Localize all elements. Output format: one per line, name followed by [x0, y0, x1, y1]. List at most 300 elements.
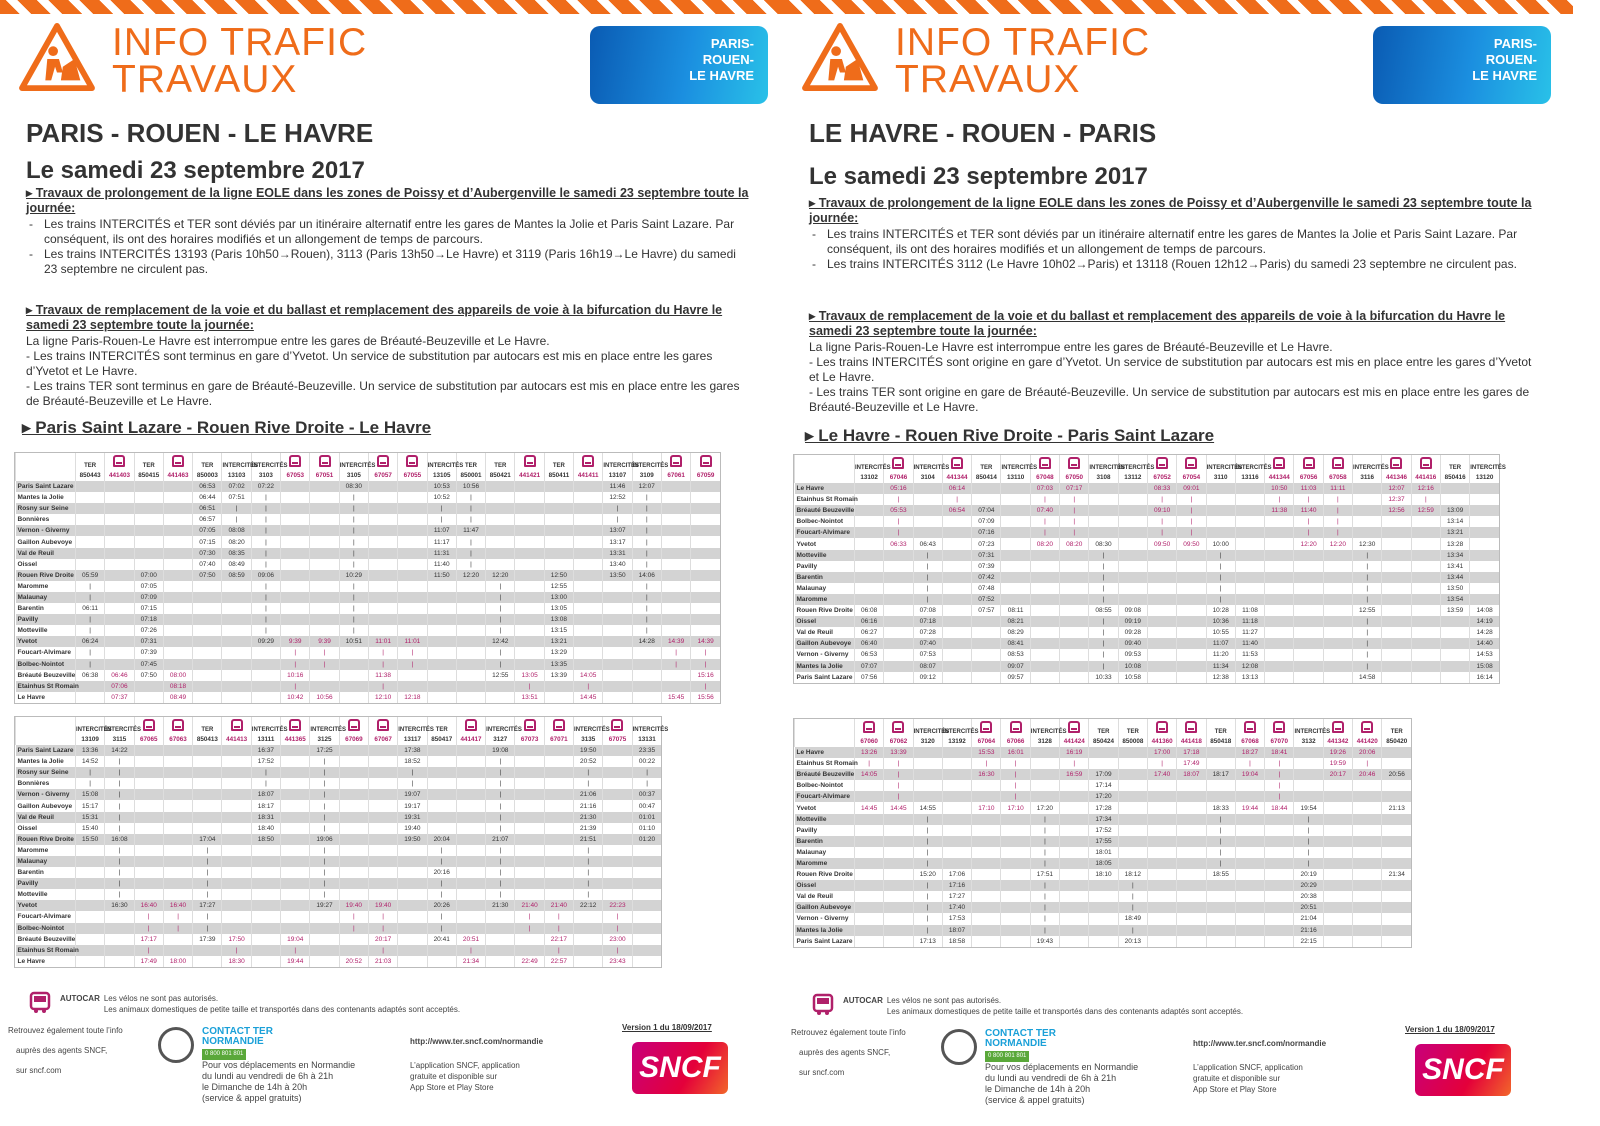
time-cell: 07:40	[193, 559, 222, 570]
time-cell: 16:01	[1001, 747, 1030, 758]
time-cell	[486, 536, 515, 547]
time-cell	[486, 548, 515, 559]
app-note	[1193, 1062, 1303, 1095]
time-cell	[222, 681, 251, 692]
time-cell	[105, 636, 134, 647]
time-cell: |	[1294, 516, 1323, 527]
time-cell: 07:31	[972, 550, 1001, 561]
time-cell	[251, 856, 280, 867]
time-cell	[1294, 594, 1323, 605]
time-cell: 15:53	[972, 747, 1001, 758]
time-cell	[1382, 847, 1411, 858]
time-cell	[972, 869, 1001, 880]
time-cell: |	[1089, 572, 1118, 583]
time-cell: 07:40	[1030, 505, 1059, 516]
station-name: Le Havre	[795, 747, 855, 758]
time-cell	[76, 911, 105, 922]
time-cell	[884, 936, 913, 947]
time-cell	[486, 692, 515, 703]
time-cell: 00:22	[632, 756, 661, 767]
time-cell	[1030, 769, 1059, 780]
time-cell	[134, 800, 163, 811]
notice-havre	[26, 303, 752, 409]
station-name: Bréauté Beuzeville	[17, 671, 76, 679]
time-cell	[1382, 605, 1411, 616]
time-cell	[251, 670, 280, 681]
time-cell: |	[281, 681, 310, 692]
train-number: 3104	[913, 472, 942, 483]
station-name: Gaillon Aubevoye	[17, 802, 73, 810]
time-cell	[691, 570, 720, 581]
time-cell: |	[310, 823, 339, 834]
notice-title: ▸ Travaux de prolongement de la ligne EOLE dans les zones de Poissy et d’Aubergenville le samedi 23 septembre toute la journée:	[26, 186, 749, 215]
time-cell	[398, 548, 427, 559]
app-line: L’application SNCF, application	[1193, 1063, 1303, 1072]
bus-icon	[700, 455, 712, 467]
time-cell	[884, 880, 913, 891]
sncf-logo: SNCF	[1415, 1044, 1511, 1096]
time-cell: 07:56	[855, 672, 884, 683]
time-cell	[1382, 758, 1411, 769]
time-cell	[544, 834, 573, 845]
time-cell: 07:16	[972, 527, 1001, 538]
time-cell	[884, 672, 913, 683]
time-cell: 21:16	[1294, 925, 1323, 936]
time-cell	[1118, 780, 1147, 791]
time-cell	[884, 661, 913, 672]
time-cell: 08:59	[222, 570, 251, 581]
time-cell	[105, 934, 134, 945]
app-line: gratuite et disponible sur	[410, 1072, 498, 1081]
time-cell: 21:34	[1382, 869, 1411, 880]
time-cell	[1294, 605, 1323, 616]
time-cell	[1060, 638, 1089, 649]
time-cell: |	[574, 778, 603, 789]
time-cell	[1353, 913, 1382, 924]
notice-line: - Les trains TER sont origine en gare de Bréauté-Beuzeville. Un service de substitution par autocars est mis en place entre les gares de Bréauté-Beuzeville et Le Havre.	[809, 385, 1530, 414]
time-cell: |	[1206, 561, 1235, 572]
time-cell: 13:35	[544, 659, 573, 670]
time-cell	[310, 681, 339, 692]
time-cell: 18:33	[1206, 802, 1235, 813]
time-cell	[1382, 583, 1411, 594]
time-cell	[1235, 847, 1264, 858]
time-cell	[1206, 747, 1235, 758]
time-cell: |	[1030, 925, 1059, 936]
header-blank	[16, 734, 76, 745]
time-cell	[310, 503, 339, 514]
time-cell	[632, 867, 661, 878]
time-cell: 08:35	[222, 548, 251, 559]
time-cell	[281, 503, 310, 514]
station-name: Oissel	[17, 560, 38, 568]
train-type	[884, 719, 913, 736]
time-cell	[661, 581, 690, 592]
time-cell	[691, 581, 720, 592]
time-cell: |	[884, 791, 913, 802]
time-cell: |	[486, 778, 515, 789]
table-row	[16, 581, 721, 592]
train-type: TER	[427, 717, 456, 734]
time-cell	[281, 525, 310, 536]
time-cell	[515, 503, 544, 514]
time-cell: |	[913, 594, 942, 605]
table-row	[795, 516, 1500, 527]
time-cell	[942, 836, 971, 847]
time-cell	[456, 856, 485, 867]
time-cell	[913, 505, 942, 516]
time-cell	[1470, 527, 1499, 538]
time-cell	[884, 925, 913, 936]
time-cell: |	[1206, 814, 1235, 825]
station-name: Pavilly	[796, 562, 818, 570]
time-cell	[855, 836, 884, 847]
time-cell: 07:09	[134, 592, 163, 603]
time-cell: 16:59	[1060, 769, 1089, 780]
time-cell: 13:39	[544, 670, 573, 681]
time-cell	[281, 581, 310, 592]
time-cell: 21:39	[574, 823, 603, 834]
time-cell: 07:31	[134, 636, 163, 647]
time-cell: |	[310, 845, 339, 856]
time-cell: 10:42	[281, 692, 310, 703]
station-name: Rouen Rive Droite	[16, 834, 76, 845]
time-cell	[222, 692, 251, 703]
train-number: 13117	[398, 734, 427, 745]
time-cell: |	[1294, 494, 1323, 505]
time-cell: 13:05	[544, 603, 573, 614]
time-cell	[1118, 561, 1147, 572]
time-cell	[1206, 505, 1235, 516]
time-cell: |	[1206, 847, 1235, 858]
time-cell	[1030, 780, 1059, 791]
station-name: Bonnières	[17, 780, 50, 788]
time-cell: 16:37	[251, 745, 280, 756]
time-cell	[1382, 925, 1411, 936]
time-cell: 19:44	[1235, 802, 1264, 813]
notice-title: ▸ Travaux de remplacement de la voie et du ballast et remplacement des appareils de voie à la bifurcation du Havre le samedi 23 septembre toute la journée:	[809, 309, 1506, 338]
time-cell	[632, 934, 661, 945]
time-cell	[855, 505, 884, 516]
autocar-note	[843, 995, 1243, 1017]
time-cell: |	[972, 758, 1001, 769]
time-cell	[163, 503, 192, 514]
time-cell	[1001, 836, 1030, 847]
train-type: INTERCITÉS	[1089, 455, 1118, 472]
time-cell: 13:15	[544, 625, 573, 636]
line-badge-text: PARIS-	[1493, 36, 1537, 51]
time-cell	[310, 525, 339, 536]
train-type	[163, 453, 192, 470]
time-cell: |	[134, 923, 163, 934]
time-cell	[398, 856, 427, 867]
time-cell: |	[281, 945, 310, 956]
time-cell	[603, 659, 632, 670]
time-cell	[1001, 516, 1030, 527]
sncf-com-link[interactable]: sur sncf.com	[799, 1068, 845, 1077]
time-cell: 15:16	[691, 670, 720, 681]
time-cell	[281, 878, 310, 889]
time-cell: 09:10	[1147, 505, 1176, 516]
table-row	[795, 847, 1412, 858]
time-cell	[1294, 649, 1323, 660]
ter-url-link[interactable]: http://www.ter.sncf.com/normandie	[410, 1037, 544, 1046]
sncf-com-link[interactable]: sur sncf.com	[16, 1066, 62, 1075]
time-cell	[1118, 494, 1147, 505]
train-number: 3103	[251, 470, 280, 481]
time-cell: |	[1118, 880, 1147, 891]
time-cell	[1206, 880, 1235, 891]
time-cell	[1323, 594, 1352, 605]
time-cell	[1060, 802, 1089, 813]
time-cell	[281, 514, 310, 525]
table-row	[795, 627, 1500, 638]
time-cell: |	[163, 923, 192, 934]
time-cell	[1294, 627, 1323, 638]
notice-list	[809, 227, 1535, 272]
notice-eole	[809, 196, 1535, 272]
time-cell: |	[1353, 616, 1382, 627]
time-cell: 14:28	[1470, 627, 1499, 638]
time-cell	[1089, 505, 1118, 516]
time-cell: |	[1030, 494, 1059, 505]
time-cell	[942, 858, 971, 869]
time-cell: 12:52	[603, 492, 632, 503]
time-cell: 08:18	[163, 681, 192, 692]
time-cell: 09:08	[1118, 605, 1147, 616]
bus-icon	[670, 455, 682, 467]
time-cell: |	[339, 492, 368, 503]
time-cell: |	[339, 923, 368, 934]
train-number: 13109	[76, 734, 105, 745]
time-cell: 07:09	[972, 516, 1001, 527]
train-number: 67048	[1030, 472, 1059, 483]
time-cell: 17:34	[1089, 814, 1118, 825]
time-cell	[1440, 494, 1469, 505]
bus-icon	[1332, 721, 1344, 733]
time-cell	[134, 745, 163, 756]
time-cell	[105, 911, 134, 922]
train-type: INTERCITÉS	[913, 719, 942, 736]
time-cell	[134, 845, 163, 856]
time-cell: 08:49	[222, 559, 251, 570]
time-cell	[972, 913, 1001, 924]
time-cell	[1060, 605, 1089, 616]
time-cell: 07:15	[134, 603, 163, 614]
time-cell: |	[339, 503, 368, 514]
time-cell	[855, 561, 884, 572]
line-badge-text: LE HAVRE	[1472, 68, 1537, 83]
time-cell	[1294, 561, 1323, 572]
time-cell	[1060, 925, 1089, 936]
time-cell	[1235, 516, 1264, 527]
time-cell: 12:10	[368, 692, 397, 703]
time-cell: 13:59	[1440, 605, 1469, 616]
time-cell	[1147, 550, 1176, 561]
time-cell: 19:43	[1030, 936, 1059, 947]
time-cell: |	[486, 789, 515, 800]
time-cell: |	[1118, 925, 1147, 936]
time-cell	[1089, 527, 1118, 538]
time-cell	[1323, 561, 1352, 572]
time-cell	[134, 889, 163, 900]
bus-icon	[113, 455, 125, 467]
time-cell: |	[1323, 527, 1352, 538]
contact-number[interactable]: 0 800 801 801	[202, 1049, 246, 1060]
train-type: TER	[1382, 719, 1411, 736]
time-cell	[515, 614, 544, 625]
time-cell	[76, 681, 105, 692]
time-cell	[1265, 672, 1294, 683]
time-cell	[368, 614, 397, 625]
time-cell	[222, 856, 251, 867]
time-cell: 19:08	[486, 745, 515, 756]
time-cell	[942, 791, 971, 802]
station-name: Etainhus St Romain	[796, 760, 858, 768]
time-cell	[1177, 814, 1206, 825]
time-cell: 07:30	[193, 548, 222, 559]
time-cell: |	[486, 856, 515, 867]
bus-icon	[811, 989, 835, 1017]
time-cell: |	[310, 812, 339, 823]
time-cell: |	[222, 514, 251, 525]
time-cell: |	[913, 561, 942, 572]
table-row	[795, 505, 1500, 516]
time-cell	[427, 603, 456, 614]
contact-number[interactable]: 0 800 801 801	[985, 1051, 1029, 1062]
time-cell	[76, 492, 105, 503]
station-name: Bolbec-Nointot	[796, 518, 844, 526]
time-cell: |	[1089, 649, 1118, 660]
train-type	[574, 453, 603, 470]
time-cell	[456, 812, 485, 823]
time-cell	[1206, 891, 1235, 902]
time-cell: 15:31	[76, 812, 105, 823]
station-name: Val de Reuil	[16, 548, 76, 559]
station-name: Bonnières	[17, 516, 50, 524]
time-cell	[1030, 583, 1059, 594]
station-name: Foucart-Alvimare	[17, 913, 71, 921]
contact-line: du lundi au vendredi de 6h à 21h	[202, 1071, 334, 1081]
ter-url-link[interactable]: http://www.ter.sncf.com/normandie	[1193, 1039, 1327, 1048]
time-cell	[339, 681, 368, 692]
train-type: TER	[193, 717, 222, 734]
station-name: Pavilly	[796, 826, 818, 834]
time-cell	[1089, 936, 1118, 947]
time-cell: 17:14	[1089, 780, 1118, 791]
time-cell	[1001, 936, 1030, 947]
time-cell	[544, 789, 573, 800]
time-cell: 06:27	[855, 627, 884, 638]
station-name: Motteville	[17, 627, 48, 635]
table-row	[16, 745, 662, 756]
time-cell: |	[574, 845, 603, 856]
time-cell: |	[1353, 627, 1382, 638]
time-cell: 10:56	[456, 481, 485, 492]
station-name: Oissel	[795, 880, 855, 891]
header-blank	[16, 717, 76, 734]
time-cell	[1382, 836, 1411, 847]
time-cell: 13:40	[603, 559, 632, 570]
time-cell: 07:50	[134, 670, 163, 681]
station-name: Le Havre	[17, 693, 45, 701]
bus-icon	[1185, 721, 1197, 733]
time-cell	[1147, 791, 1176, 802]
time-cell	[398, 900, 427, 911]
app-note	[410, 1060, 520, 1093]
time-cell: 22:49	[515, 956, 544, 967]
time-cell	[163, 878, 192, 889]
time-cell: |	[1060, 505, 1089, 516]
time-cell	[661, 514, 690, 525]
time-cell: 18:07	[251, 789, 280, 800]
time-cell	[222, 592, 251, 603]
bus-icon	[465, 719, 477, 731]
train-number: 441424	[1060, 736, 1089, 747]
train-number: 441413	[222, 734, 251, 745]
time-cell: 06:53	[193, 481, 222, 492]
time-cell	[544, 548, 573, 559]
time-cell	[1470, 583, 1499, 594]
time-cell: 06:38	[76, 670, 105, 681]
time-cell: 17:06	[942, 869, 971, 880]
time-cell: 19:31	[398, 812, 427, 823]
time-cell	[603, 603, 632, 614]
time-cell: 08:53	[1001, 649, 1030, 660]
station-name: Le Havre	[795, 483, 855, 494]
time-cell	[661, 570, 690, 581]
time-cell	[1001, 847, 1030, 858]
time-cell	[105, 923, 134, 934]
time-cell	[1265, 858, 1294, 869]
time-cell: |	[855, 758, 884, 769]
table-row	[795, 661, 1500, 672]
time-cell: |	[1265, 791, 1294, 802]
train-type: INTERCITÉS	[427, 453, 456, 470]
time-cell: 06:14	[942, 483, 971, 494]
time-cell	[134, 812, 163, 823]
time-cell	[1353, 869, 1382, 880]
time-cell: 07:50	[193, 570, 222, 581]
time-cell: 08:08	[222, 525, 251, 536]
time-cell	[1353, 483, 1382, 494]
time-cell	[427, 800, 456, 811]
time-cell	[1323, 605, 1352, 616]
train-number: 3120	[913, 736, 942, 747]
time-cell: |	[913, 925, 942, 936]
time-cell	[251, 956, 280, 967]
time-cell	[884, 858, 913, 869]
time-cell: |	[310, 767, 339, 778]
time-cell	[942, 847, 971, 858]
train-number: 3128	[1030, 736, 1059, 747]
time-cell	[1323, 825, 1352, 836]
time-cell	[603, 812, 632, 823]
app-line: L’application SNCF, application	[410, 1061, 520, 1070]
time-cell: |	[486, 581, 515, 592]
time-cell	[310, 923, 339, 934]
time-cell: 16:40	[163, 900, 192, 911]
time-cell: |	[76, 778, 105, 789]
time-cell: 17:10	[1001, 802, 1030, 813]
time-cell	[134, 525, 163, 536]
bus-icon	[406, 455, 418, 467]
time-cell	[603, 845, 632, 856]
time-cell	[1177, 902, 1206, 913]
bus-icon	[1156, 721, 1168, 733]
train-number: 67066	[1001, 736, 1030, 747]
time-cell	[1147, 836, 1176, 847]
